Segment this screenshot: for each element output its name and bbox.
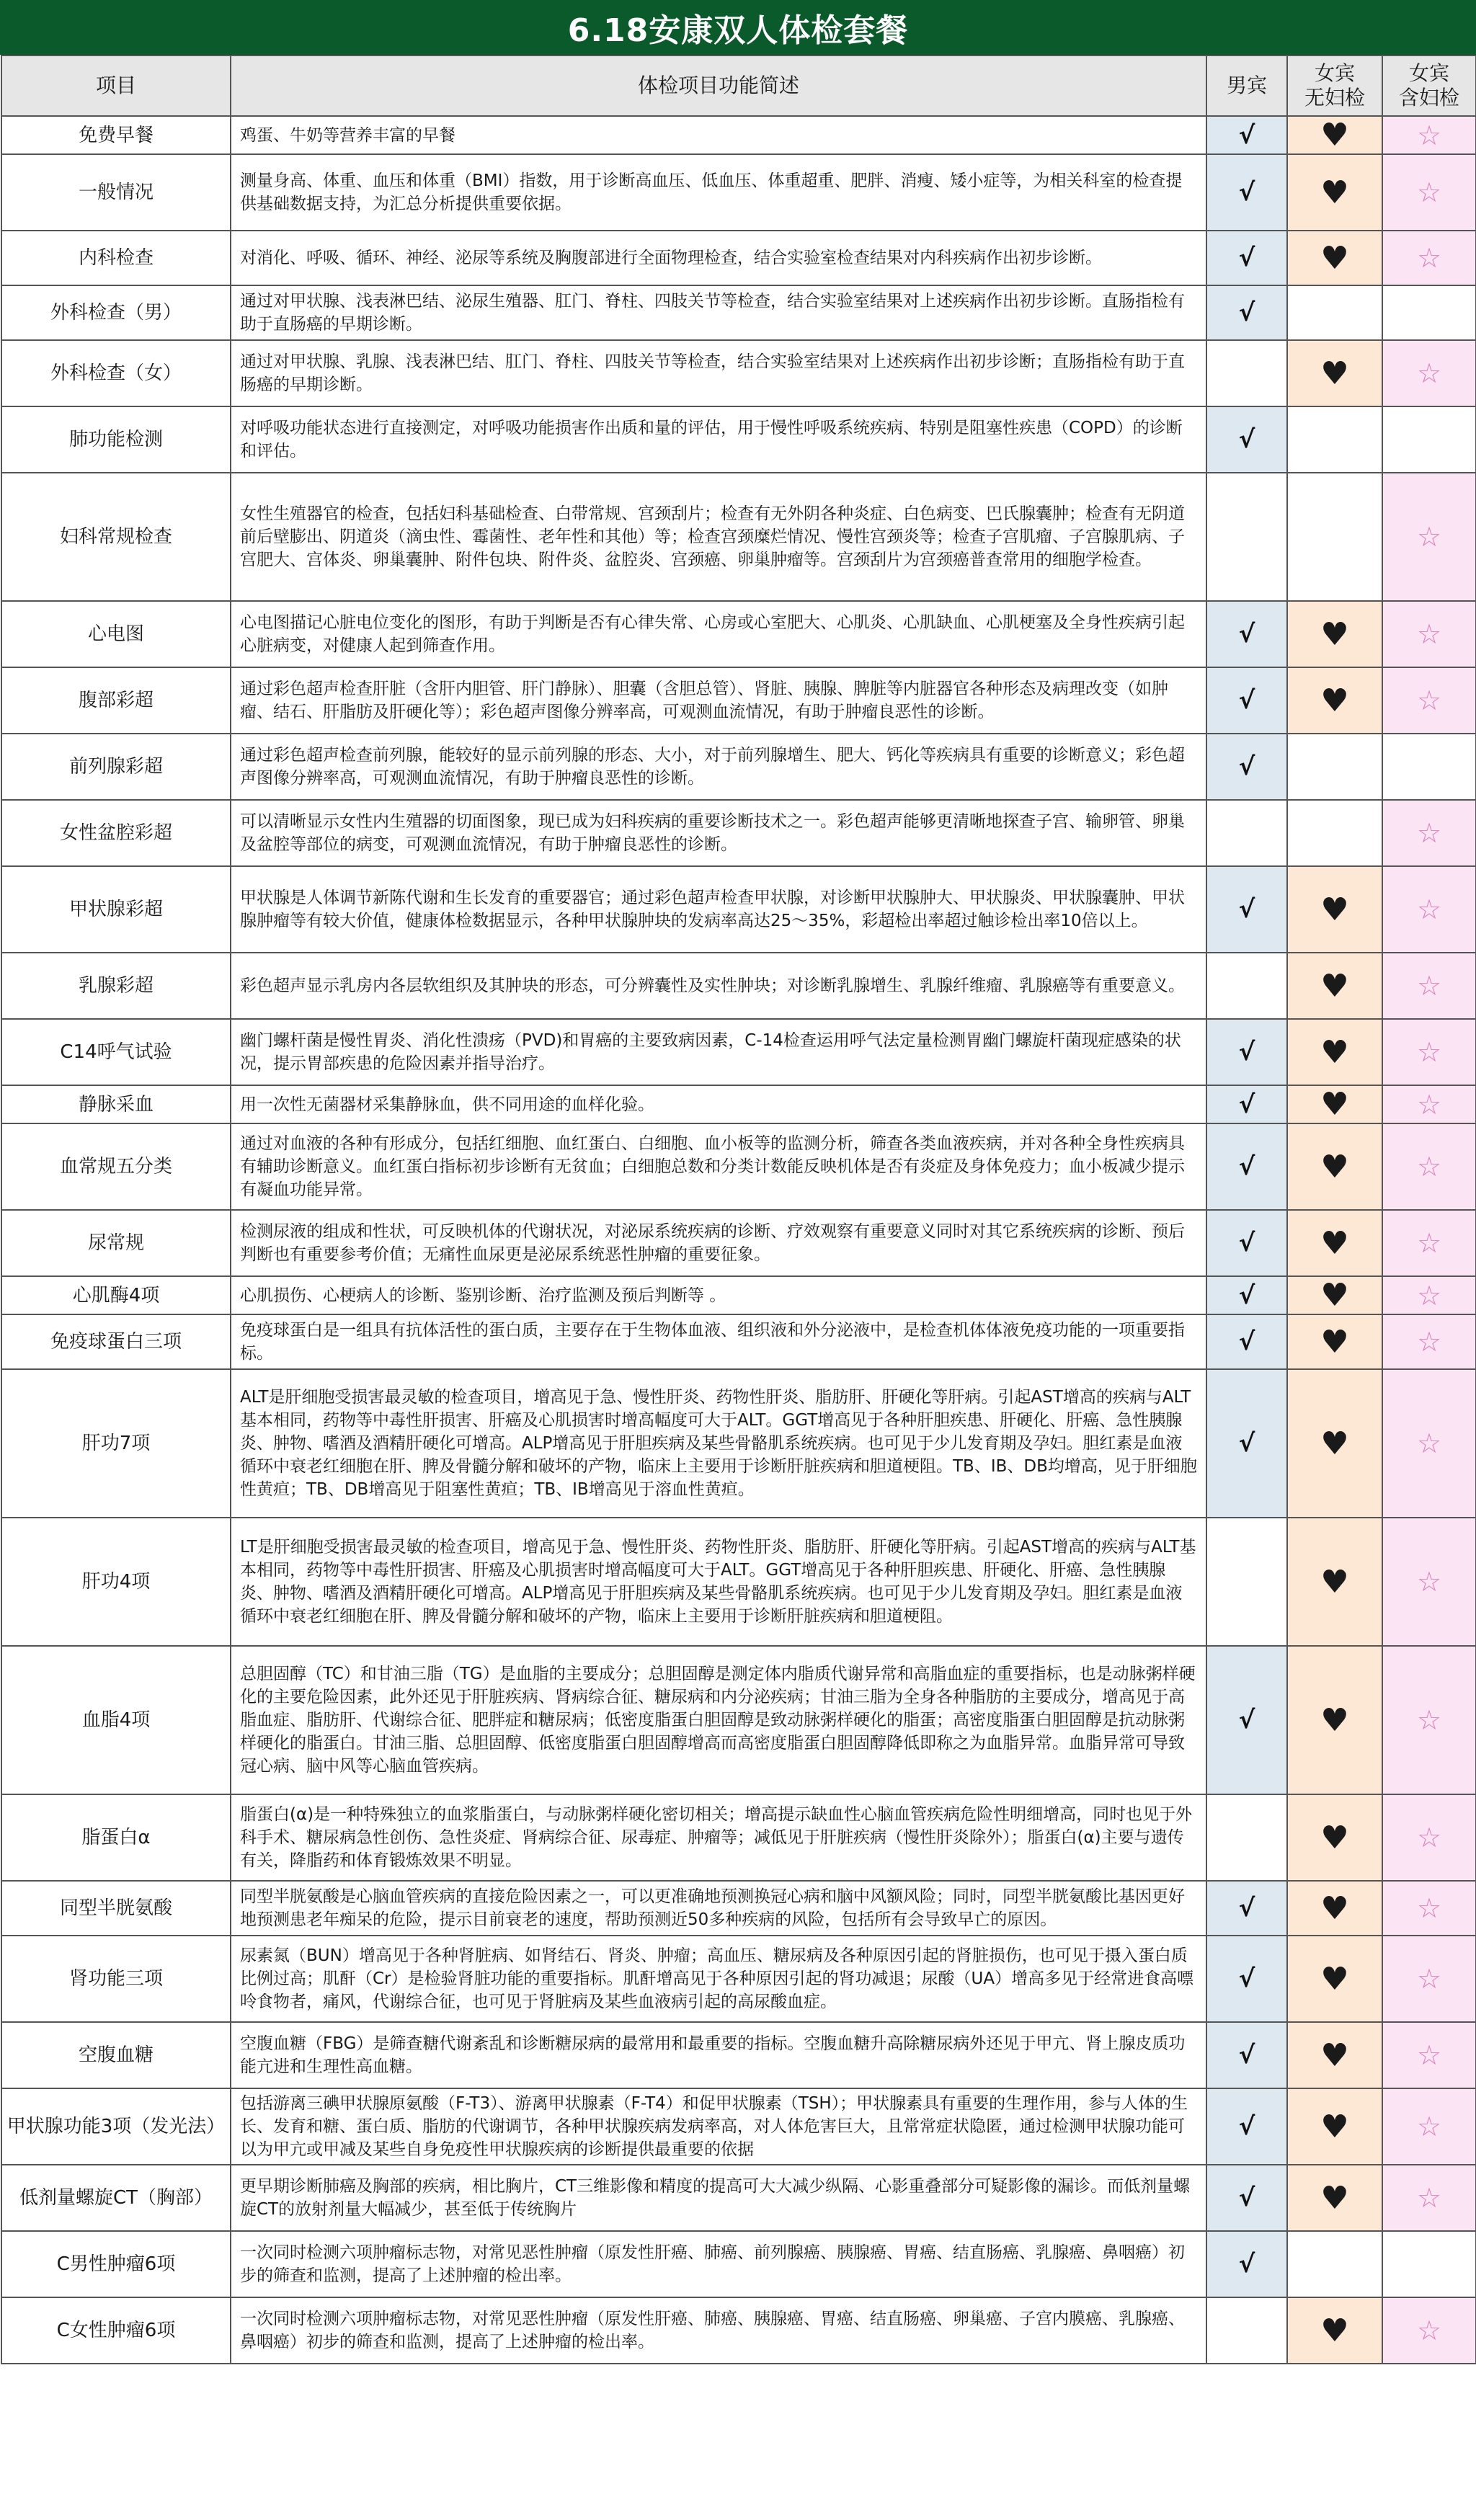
- female-no-gyn-cell: [1287, 866, 1382, 953]
- male-cell: [1206, 866, 1287, 953]
- check-mark-icon: √: [1238, 425, 1255, 454]
- female-gyn-cell: [1382, 1123, 1476, 1210]
- table-row: [1, 2088, 1476, 2165]
- star-icon: ☆: [1416, 1822, 1442, 1853]
- female-no-gyn-cell: [1287, 1794, 1382, 1881]
- female-no-gyn-cell: [1287, 1518, 1382, 1646]
- female-gyn-cell: [1382, 601, 1476, 667]
- item-description: 空腹血糖（FBG）是筛查糖代谢紊乱和诊断糖尿病的最常用和最重要的指标。空腹血糖升高除糖尿病外还见于甲亢、肾上腺皮质功能亢进和生理性高血糖。: [231, 2022, 1206, 2088]
- star-icon: ☆: [1416, 2111, 1442, 2142]
- star-icon: ☆: [1416, 1892, 1442, 1924]
- check-mark-icon: √: [1238, 1894, 1255, 1923]
- item-name: 空腹血糖: [1, 2022, 231, 2088]
- heart-icon: ♥: [1320, 682, 1349, 719]
- male-cell: [1206, 1881, 1287, 1936]
- heart-icon: ♥: [1320, 967, 1349, 1005]
- check-mark-icon: √: [1238, 895, 1255, 924]
- item-name: 心肌酶4项: [1, 1276, 231, 1314]
- female-no-gyn-cell: [1287, 116, 1382, 154]
- check-mark-icon: √: [1238, 120, 1255, 150]
- table-row: [1, 116, 1476, 154]
- female-no-gyn-cell: [1287, 1369, 1382, 1518]
- header-desc: 体检项目功能简述: [231, 55, 1206, 116]
- female-no-gyn-cell: [1287, 2165, 1382, 2231]
- item-description: 通过对甲状腺、浅表淋巴结、泌尿生殖器、肛门、脊柱、四肢关节等检查，结合实验室结果对上述疾病作出初步诊断。直肠指检有助于直肠癌的早期诊断。: [231, 285, 1206, 340]
- item-name: 静脉采血: [1, 1085, 231, 1123]
- check-mark-icon: √: [1238, 1038, 1255, 1067]
- star-icon: ☆: [1416, 1428, 1442, 1459]
- female-no-gyn-cell: [1287, 285, 1382, 340]
- table-row: [1, 866, 1476, 953]
- table-row: [1, 800, 1476, 866]
- male-cell: [1206, 667, 1287, 734]
- item-description: 甲状腺是人体调节新陈代谢和生长发育的重要器官；通过彩色超声检查甲状腺，对诊断甲状腺肿大、甲状腺炎、甲状腺囊肿、甲状腺肿瘤等有较大价值，健康体检数据显示，各种甲状腺肿块的发病率高达25～35%，彩超检出率超过触诊检出率10倍以上。: [231, 866, 1206, 953]
- table-row: [1, 1085, 1476, 1123]
- item-description: 检测尿液的组成和性状，可反映机体的代谢状况，对泌尿系统疾病的诊断、疗效观察有重要意义同时对其它系统疾病的诊断、预后判断也有重要参考价值；无痛性血尿更是泌尿系统恶性肿瘤的重要征象。: [231, 1210, 1206, 1276]
- item-name: C14呼气试验: [1, 1019, 231, 1085]
- check-mark-icon: √: [1238, 1152, 1255, 1181]
- female-no-gyn-cell: [1287, 1085, 1382, 1123]
- star-icon: ☆: [1416, 1088, 1442, 1121]
- item-description: 可以清晰显示女性内生殖器的切面图象，现已成为妇科疾病的重要诊断技术之一。彩色超声能够更清晰地探查子宫、输卵管、卵巢及盆腔等部位的病变，可观测血流情况，有助于肿瘤良恶性的诊断。: [231, 800, 1206, 866]
- header-male: 男宾: [1206, 55, 1287, 116]
- check-mark-icon: √: [1238, 1327, 1255, 1356]
- item-name: 外科检查（男）: [1, 285, 231, 340]
- page-title: [0, 0, 1476, 55]
- table-row: [1, 1276, 1476, 1314]
- item-name: 乳腺彩超: [1, 953, 231, 1019]
- table-row: [1, 154, 1476, 231]
- header-female-no-gyn-line1: 女宾: [1314, 61, 1355, 85]
- female-gyn-cell: [1382, 231, 1476, 285]
- table-row: [1, 1123, 1476, 1210]
- star-icon: ☆: [1416, 894, 1442, 925]
- female-gyn-cell: [1382, 2297, 1476, 2364]
- male-cell: [1206, 2088, 1287, 2165]
- female-no-gyn-cell: [1287, 667, 1382, 734]
- male-cell: [1206, 1019, 1287, 1085]
- male-cell: [1206, 734, 1287, 800]
- heart-icon: ♥: [1320, 239, 1349, 277]
- check-mark-icon: √: [1238, 1090, 1255, 1119]
- heart-icon: ♥: [1320, 174, 1349, 211]
- star-icon: ☆: [1416, 970, 1442, 1002]
- female-no-gyn-cell: [1287, 1314, 1382, 1369]
- table-row: [1, 285, 1476, 340]
- item-description: 幽门螺杆菌是慢性胃炎、消化性溃疡（PVD)和胃癌的主要致病因素，C-14检查运用呼气法定量检测胃幽门螺旋杆菌现症感染的状况，提示胃部疾患的危险因素并指导治疗。: [231, 1019, 1206, 1085]
- check-mark-icon: √: [1238, 2041, 1255, 2070]
- female-gyn-cell: [1382, 473, 1476, 601]
- female-gyn-cell: [1382, 154, 1476, 231]
- heart-icon: ♥: [1320, 1086, 1349, 1123]
- title-text: 6.18安康双人体检套餐: [567, 12, 909, 49]
- item-name: 尿常规: [1, 1210, 231, 1276]
- header-female-gyn-line2: 含妇检: [1398, 86, 1459, 110]
- item-name: 前列腺彩超: [1, 734, 231, 800]
- star-icon: ☆: [1416, 242, 1442, 274]
- item-name: 肝功4项: [1, 1518, 231, 1646]
- heart-icon: ♥: [1320, 117, 1349, 153]
- check-mark-icon: √: [1238, 1229, 1255, 1257]
- male-cell: [1206, 2297, 1287, 2364]
- item-description: 总胆固醇（TC）和甘油三脂（TG）是血脂的主要成分；总胆固醇是测定体内脂质代谢异常和高脂血症的重要指标，也是动脉粥样硬化的主要危险因素，此外还见于肝脏疾病、肾病综合征、糖尿病和内分泌疾病；甘油三脂为全身各种脂肪的主要成分，增高见于高脂血症、脂肪肝、代谢综合征、肥胖症和糖尿病；低密度脂蛋白胆固醇是致动脉粥样硬化的脂蛋；高密度脂蛋白胆固醇是抗动脉粥样硬化的脂蛋白。甘油三脂、总胆固醇、低密度脂蛋白胆固醇增高而高密度脂蛋白胆固醇降低即称之为血脂异常。血脂异常可导致冠心病、脑中风等心脑血管疾病。: [231, 1646, 1206, 1794]
- heart-icon: ♥: [1320, 2036, 1349, 2074]
- item-description: 用一次性无菌器材采集静脉血，供不同用途的血样化验。: [231, 1085, 1206, 1123]
- item-description: 一次同时检测六项肿瘤标志物，对常见恶性肿瘤（原发性肝癌、肺癌、胰腺癌、胃癌、结直肠癌、卵巢癌、子宫内膜癌、乳腺癌、鼻咽癌）初步的筛查和监测，提高了上述肿瘤的检出率。: [231, 2297, 1206, 2364]
- male-cell: [1206, 406, 1287, 473]
- female-no-gyn-cell: [1287, 2297, 1382, 2364]
- item-description: 通过对血液的各种有形成分，包括红细胞、血红蛋白、白细胞、血小板等的监测分析，筛查各类血液疾病，并对各种全身性疾病具有辅助诊断意义。血红蛋白指标初步诊断有无贫血；白细胞总数和分类计数能反映机体是否有炎症及身体免疫力；血小板减少提示有凝血功能异常。: [231, 1123, 1206, 1210]
- star-icon: ☆: [1416, 1279, 1442, 1312]
- female-no-gyn-cell: [1287, 1210, 1382, 1276]
- male-cell: [1206, 154, 1287, 231]
- check-mark-icon: √: [1238, 2112, 1255, 2141]
- table-row: [1, 1794, 1476, 1881]
- heart-icon: ♥: [1320, 1701, 1349, 1739]
- male-cell: [1206, 800, 1287, 866]
- female-gyn-cell: [1382, 2165, 1476, 2231]
- female-no-gyn-cell: [1287, 1019, 1382, 1085]
- female-no-gyn-cell: [1287, 2088, 1382, 2165]
- heart-icon: ♥: [1320, 1960, 1349, 1998]
- star-icon: ☆: [1416, 1326, 1442, 1358]
- heart-icon: ♥: [1320, 2108, 1349, 2145]
- female-gyn-cell: [1382, 667, 1476, 734]
- star-icon: ☆: [1416, 817, 1442, 849]
- check-mark-icon: √: [1238, 752, 1255, 781]
- item-name: 女性盆腔彩超: [1, 800, 231, 866]
- item-name: 腹部彩超: [1, 667, 231, 734]
- star-icon: ☆: [1416, 1036, 1442, 1068]
- item-name: 免疫球蛋白三项: [1, 1314, 231, 1369]
- star-icon: ☆: [1416, 1704, 1442, 1736]
- heart-icon: ♥: [1320, 891, 1349, 928]
- female-no-gyn-cell: [1287, 1881, 1382, 1936]
- star-icon: ☆: [1416, 521, 1442, 553]
- table-row: [1, 231, 1476, 285]
- star-icon: ☆: [1416, 685, 1442, 716]
- table-row: [1, 473, 1476, 601]
- table-row: [1, 1936, 1476, 2022]
- check-mark-icon: √: [1238, 2250, 1255, 2279]
- check-mark-icon: √: [1238, 2183, 1255, 2212]
- female-gyn-cell: [1382, 1019, 1476, 1085]
- table-row: [1, 2022, 1476, 2088]
- heart-icon: ♥: [1320, 1563, 1349, 1600]
- header-row: [1, 55, 1476, 116]
- item-description: 更早期诊断肺癌及胸部的疾病，相比胸片，CT三维影像和精度的提高可大大减少纵隔、心影重叠部分可疑影像的漏诊。而低剂量螺旋CT的放射剂量大幅减少，甚至低于传统胸片: [231, 2165, 1206, 2231]
- female-no-gyn-cell: [1287, 2231, 1382, 2297]
- star-icon: ☆: [1416, 1227, 1442, 1259]
- male-cell: [1206, 2231, 1287, 2297]
- table-row: [1, 340, 1476, 406]
- item-description: 测量身高、体重、血压和体重（BMI）指数，用于诊断高血压、低血压、体重超重、肥胖、消瘦、矮小症等，为相关科室的检查提供基础数据支持，为汇总分析提供重要依据。: [231, 154, 1206, 231]
- female-gyn-cell: [1382, 1881, 1476, 1936]
- check-mark-icon: √: [1238, 244, 1255, 272]
- heart-icon: ♥: [1320, 1277, 1349, 1314]
- female-no-gyn-cell: [1287, 231, 1382, 285]
- female-gyn-cell: [1382, 1369, 1476, 1518]
- heart-icon: ♥: [1320, 1224, 1349, 1262]
- item-name: 同型半胱氨酸: [1, 1881, 231, 1936]
- table-row: [1, 2231, 1476, 2297]
- female-no-gyn-cell: [1287, 2022, 1382, 2088]
- item-name: 一般情况: [1, 154, 231, 231]
- male-cell: [1206, 1794, 1287, 1881]
- female-gyn-cell: [1382, 2231, 1476, 2297]
- female-no-gyn-cell: [1287, 473, 1382, 601]
- male-cell: [1206, 953, 1287, 1019]
- heart-icon: ♥: [1320, 2179, 1349, 2217]
- header-item: 项目: [1, 55, 231, 116]
- item-description: 心电图描记心脏电位变化的图形，有助于判断是否有心律失常、心房或心室肥大、心肌炎、心肌缺血、心肌梗塞及全身性疾病引起心脏病变，对健康人起到筛查作用。: [231, 601, 1206, 667]
- item-name: 血脂4项: [1, 1646, 231, 1794]
- male-cell: [1206, 1276, 1287, 1314]
- item-description: 女性生殖器官的检查，包括妇科基础检查、白带常规、宫颈刮片；检查有无外阴各种炎症、白色病变、巴氏腺囊肿；检查有无阴道前后壁膨出、阴道炎（滴虫性、霉菌性、老年性和其他）等；检查宫颈糜烂情况、慢性宫颈炎等；检查子宫肌瘤、子宫腺肌病、子宫肥大、宫体炎、卵巢囊肿、附件包块、附件炎、盆腔炎、宫颈癌、卵巢肿瘤等。宫颈刮片为宫颈癌普查常用的细胞学检查。: [231, 473, 1206, 601]
- star-icon: ☆: [1416, 1566, 1442, 1598]
- male-cell: [1206, 1369, 1287, 1518]
- header-female-no-gyn-line2: 无妇检: [1304, 86, 1365, 110]
- check-mark-icon: √: [1238, 298, 1255, 327]
- star-icon: ☆: [1416, 119, 1442, 151]
- female-gyn-cell: [1382, 953, 1476, 1019]
- check-mark-icon: √: [1238, 1429, 1255, 1458]
- item-name: 肾功能三项: [1, 1936, 231, 2022]
- male-cell: [1206, 1314, 1287, 1369]
- female-no-gyn-cell: [1287, 953, 1382, 1019]
- heart-icon: ♥: [1320, 1033, 1349, 1071]
- female-no-gyn-cell: [1287, 800, 1382, 866]
- female-gyn-cell: [1382, 285, 1476, 340]
- check-mark-icon: √: [1238, 1964, 1255, 1993]
- header-female-gyn: [1382, 55, 1476, 116]
- check-mark-icon: √: [1238, 686, 1255, 715]
- male-cell: [1206, 601, 1287, 667]
- male-cell: [1206, 231, 1287, 285]
- star-icon: ☆: [1416, 2315, 1442, 2346]
- male-cell: [1206, 2165, 1287, 2231]
- female-gyn-cell: [1382, 1276, 1476, 1314]
- female-no-gyn-cell: [1287, 154, 1382, 231]
- item-description: 心肌损伤、心梗病人的诊断、鉴别诊断、治疗监测及预后判断等 。: [231, 1276, 1206, 1314]
- table-row: [1, 1314, 1476, 1369]
- table-row: [1, 2165, 1476, 2231]
- header-female-gyn-line1: 女宾: [1408, 61, 1449, 85]
- heart-icon: ♥: [1320, 355, 1349, 392]
- male-cell: [1206, 1936, 1287, 2022]
- table-row: [1, 1019, 1476, 1085]
- heart-icon: ♥: [1320, 1148, 1349, 1185]
- table-row: [1, 1646, 1476, 1794]
- star-icon: ☆: [1416, 1151, 1442, 1183]
- female-no-gyn-cell: [1287, 1646, 1382, 1794]
- item-name: 血常规五分类: [1, 1123, 231, 1210]
- female-gyn-cell: [1382, 2088, 1476, 2165]
- heart-icon: ♥: [1320, 1323, 1349, 1361]
- item-name: 脂蛋白α: [1, 1794, 231, 1881]
- item-description: ALT是肝细胞受损害最灵敏的检查项目，增高见于急、慢性肝炎、药物性肝炎、脂肪肝、肝硬化等肝病。引起AST增高的疾病与ALT基本相同，药物等中毒性肝损害、肝癌及心肌损害时增高幅度可大于ALT。GGT增高见于各种肝胆疾患、肝硬化、肝癌、急性胰腺炎、肿物、嗜酒及酒精肝硬化可增高。ALP增高见于肝胆疾病及某些骨骼肌系统疾病。也可见于少儿发育期及孕妇。胆红素是血液循环中衰老红细胞在肝、脾及骨髓分解和破坏的产物，临床上主要用于诊断肝脏疾病和胆道梗阻。TB、IB、DB均增高，见于肝细胞性黄疸；TB、DB增高见于阻塞性黄疸；TB、IB增高见于溶血性黄疸。: [231, 1369, 1206, 1518]
- item-name: 甲状腺功能3项（发光法）: [1, 2088, 231, 2165]
- table-row: [1, 953, 1476, 1019]
- table-row: [1, 1518, 1476, 1646]
- female-no-gyn-cell: [1287, 1123, 1382, 1210]
- female-gyn-cell: [1382, 800, 1476, 866]
- female-gyn-cell: [1382, 866, 1476, 953]
- item-name: 外科检查（女）: [1, 340, 231, 406]
- female-gyn-cell: [1382, 1085, 1476, 1123]
- table-row: [1, 601, 1476, 667]
- table-row: [1, 406, 1476, 473]
- female-gyn-cell: [1382, 1646, 1476, 1794]
- item-description: 脂蛋白(α)是一种特殊独立的血浆脂蛋白，与动脉粥样硬化密切相关；增高提示缺血性心脑血管疾病危险性明细增高，同时也见于外科手术、糖尿病急性创伤、急性炎症、肾病综合征、尿毒症、肿瘤等；减低见于肝脏疾病（慢性肝炎除外）；脂蛋白(α)主要与遗传有关，降脂药和体育锻炼效果不明显。: [231, 1794, 1206, 1881]
- item-description: 对消化、呼吸、循环、神经、泌尿等系统及胸腹部进行全面物理检查，结合实验室检查结果对内科疾病作出初步诊断。: [231, 231, 1206, 285]
- female-no-gyn-cell: [1287, 340, 1382, 406]
- male-cell: [1206, 340, 1287, 406]
- male-cell: [1206, 473, 1287, 601]
- star-icon: ☆: [1416, 2039, 1442, 2071]
- male-cell: [1206, 1085, 1287, 1123]
- item-name: 甲状腺彩超: [1, 866, 231, 953]
- check-mark-icon: √: [1238, 1281, 1255, 1310]
- item-description: 通过对甲状腺、乳腺、浅表淋巴结、肛门、脊柱、四肢关节等检查，结合实验室结果对上述疾病作出初步诊断；直肠指检有助于直肠癌的早期诊断。: [231, 340, 1206, 406]
- male-cell: [1206, 285, 1287, 340]
- female-gyn-cell: [1382, 1936, 1476, 2022]
- star-icon: ☆: [1416, 357, 1442, 389]
- heart-icon: ♥: [1320, 2312, 1349, 2349]
- item-name: 心电图: [1, 601, 231, 667]
- item-description: 包括游离三碘甲状腺原氨酸（F-T3）、游离甲状腺素（F-T4）和促甲状腺素（TSH）；甲状腺素具有重要的生理作用，参与人体的生长、发育和糖、蛋白质、脂肪的代谢调节，各种甲状腺疾病发病率高，对人体危害巨大，且常常症状隐匿，通过检测甲状腺功能可以为甲亢或甲减及某些自身免疫性甲状腺疾病的诊断提供最重要的依据: [231, 2088, 1206, 2165]
- female-no-gyn-cell: [1287, 406, 1382, 473]
- female-no-gyn-cell: [1287, 601, 1382, 667]
- checkup-table: [1, 55, 1476, 2364]
- heart-icon: ♥: [1320, 1819, 1349, 1856]
- header-female-no-gyn: [1287, 55, 1382, 116]
- female-gyn-cell: [1382, 1794, 1476, 1881]
- female-gyn-cell: [1382, 1518, 1476, 1646]
- female-gyn-cell: [1382, 340, 1476, 406]
- table-row: [1, 734, 1476, 800]
- male-cell: [1206, 1646, 1287, 1794]
- male-cell: [1206, 1210, 1287, 1276]
- item-description: 对呼吸功能状态进行直接测定，对呼吸功能损害作出质和量的评估，用于慢性呼吸系统疾病、特别是阻塞性疾患（COPD）的诊断和评估。: [231, 406, 1206, 473]
- female-no-gyn-cell: [1287, 1936, 1382, 2022]
- female-no-gyn-cell: [1287, 734, 1382, 800]
- item-description: 尿素氮（BUN）增高见于各种肾脏病、如肾结石、肾炎、肿瘤；高血压、糖尿病及各种原因引起的肾脏损伤，也可见于摄入蛋白质比例过高；肌酐（Cr）是检验肾脏功能的重要指标。肌酐增高见于各种原因引起的肾功减退；尿酸（UA）增高多见于经常进食高嘌呤食物者，痛风，代谢综合征，也可见于肾脏病及某些血液病引起的高尿酸血症。: [231, 1936, 1206, 2022]
- female-gyn-cell: [1382, 406, 1476, 473]
- star-icon: ☆: [1416, 2182, 1442, 2214]
- heart-icon: ♥: [1320, 615, 1349, 653]
- item-description: 免疫球蛋白是一组具有抗体活性的蛋白质，主要存在于生物体血液、组织液和外分泌液中，是检查机体体液免疫功能的一项重要指标。: [231, 1314, 1206, 1369]
- female-gyn-cell: [1382, 116, 1476, 154]
- heart-icon: ♥: [1320, 1425, 1349, 1462]
- item-name: 内科检查: [1, 231, 231, 285]
- item-name: 免费早餐: [1, 116, 231, 154]
- item-description: LT是肝细胞受损害最灵敏的检查项目，增高见于急、慢性肝炎、药物性肝炎、脂肪肝、肝硬化等肝病。引起AST增高的疾病与ALT基本相同，药物等中毒性肝损害、肝癌及心肌损害时增高幅度可大于ALT。GGT增高见于各种肝胆疾患、肝硬化、肝癌、急性胰腺炎、肿物、嗜酒及酒精肝硬化可增高。ALP增高见于肝胆疾病及某些骨骼肌系统疾病。也可见于少儿发育期及孕妇。胆红素是血液循环中衰老红细胞在肝、脾及骨髓分解和破坏的产物，临床上主要用于诊断肝脏疾病和胆道梗阻。: [231, 1518, 1206, 1646]
- item-name: 肝功7项: [1, 1369, 231, 1518]
- table-row: [1, 2297, 1476, 2364]
- item-name: 低剂量螺旋CT（胸部）: [1, 2165, 231, 2231]
- female-gyn-cell: [1382, 2022, 1476, 2088]
- item-description: 通过彩色超声检查前列腺，能较好的显示前列腺的形态、大小，对于前列腺增生、肥大、钙化等疾病具有重要的诊断意义；彩色超声图像分辨率高，可观测血流情况，有助于肿瘤良恶性的诊断。: [231, 734, 1206, 800]
- item-name: C男性肿瘤6项: [1, 2231, 231, 2297]
- female-gyn-cell: [1382, 734, 1476, 800]
- table-row: [1, 1369, 1476, 1518]
- star-icon: ☆: [1416, 1963, 1442, 1995]
- item-name: 妇科常规检查: [1, 473, 231, 601]
- star-icon: ☆: [1416, 177, 1442, 208]
- male-cell: [1206, 2022, 1287, 2088]
- item-description: 同型半胱氨酸是心脑血管疾病的直接危险因素之一，可以更准确地预测换冠心病和脑中风额风险；同时，同型半胱氨酸比基因更好地预测患老年痴呆的危险，提示目前衰老的速度，帮助预测近50多种疾病的风险，包括所有会导致早亡的原因。: [231, 1881, 1206, 1936]
- check-mark-icon: √: [1238, 1706, 1255, 1735]
- item-description: 一次同时检测六项肿瘤标志物，对常见恶性肿瘤（原发性肝癌、肺癌、前列腺癌、胰腺癌、胃癌、结直肠癌、乳腺癌、鼻咽癌）初步的筛查和监测，提高了上述肿瘤的检出率。: [231, 2231, 1206, 2297]
- item-name: 肺功能检测: [1, 406, 231, 473]
- table-row: [1, 1210, 1476, 1276]
- table-row: [1, 1881, 1476, 1936]
- male-cell: [1206, 116, 1287, 154]
- table-body: [1, 116, 1476, 2364]
- heart-icon: ♥: [1320, 1889, 1349, 1927]
- female-gyn-cell: [1382, 1210, 1476, 1276]
- female-gyn-cell: [1382, 1314, 1476, 1369]
- check-mark-icon: √: [1238, 178, 1255, 207]
- female-no-gyn-cell: [1287, 1276, 1382, 1314]
- table-row: [1, 667, 1476, 734]
- male-cell: [1206, 1123, 1287, 1210]
- item-description: 通过彩色超声检查肝脏（含肝内胆管、肝门静脉）、胆囊（含胆总管）、肾脏、胰腺、脾脏等内脏器官各种形态及病理改变（如肿瘤、结石、肝脂肪及肝硬化等）；彩色超声图像分辨率高，可观测血流情况，有助于肿瘤良恶性的诊断。: [231, 667, 1206, 734]
- item-description: 鸡蛋、牛奶等营养丰富的早餐: [231, 116, 1206, 154]
- star-icon: ☆: [1416, 618, 1442, 650]
- item-description: 彩色超声显示乳房内各层软组织及其肿块的形态，可分辨囊性及实性肿块；对诊断乳腺增生、乳腺纤维瘤、乳腺癌等有重要意义。: [231, 953, 1206, 1019]
- check-mark-icon: √: [1238, 620, 1255, 649]
- item-name: C女性肿瘤6项: [1, 2297, 231, 2364]
- male-cell: [1206, 1518, 1287, 1646]
